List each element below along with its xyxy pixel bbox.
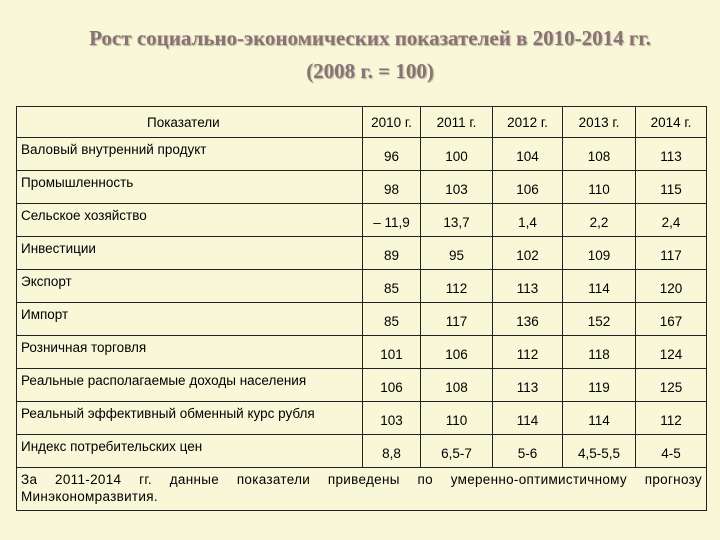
table-row [17, 435, 707, 468]
header-year: 2014 г. [636, 107, 707, 138]
row-label: Розничная торговля [17, 336, 363, 369]
row-value: 118 [563, 336, 636, 369]
row-value: 101 [363, 336, 421, 369]
page-title [0, 22, 720, 88]
row-value: 108 [421, 369, 493, 402]
table-row [17, 237, 707, 270]
table-row [17, 171, 707, 204]
row-value: 110 [421, 402, 493, 435]
table-row [17, 270, 707, 303]
row-label: Инвестиции [17, 237, 363, 270]
row-value: 108 [563, 138, 636, 171]
row-value: 115 [636, 171, 707, 204]
row-value: 106 [363, 369, 421, 402]
row-value: 4-5 [636, 435, 707, 468]
table-row [17, 138, 707, 171]
table-row [17, 369, 707, 402]
row-value: 102 [493, 237, 563, 270]
row-value: 110 [563, 171, 636, 204]
table-header-row [17, 107, 707, 138]
table-row [17, 303, 707, 336]
row-value: 124 [636, 336, 707, 369]
row-value: 2,2 [563, 204, 636, 237]
title-line-2: (2008 г. = 100) [306, 59, 434, 83]
row-value: 113 [493, 369, 563, 402]
row-value: 8,8 [363, 435, 421, 468]
row-value: 96 [363, 138, 421, 171]
row-value: – 11,9 [363, 204, 421, 237]
header-year: 2010 г. [363, 107, 421, 138]
row-value: 167 [636, 303, 707, 336]
row-value: 109 [563, 237, 636, 270]
row-value: 89 [363, 237, 421, 270]
row-value: 152 [563, 303, 636, 336]
row-value: 106 [421, 336, 493, 369]
row-label: Валовый внутренний продукт [17, 138, 363, 171]
row-value: 114 [563, 402, 636, 435]
row-value: 112 [636, 402, 707, 435]
row-value: 112 [421, 270, 493, 303]
row-value: 106 [493, 171, 563, 204]
row-value: 98 [363, 171, 421, 204]
row-value: 103 [421, 171, 493, 204]
row-value: 112 [493, 336, 563, 369]
row-value: 114 [563, 270, 636, 303]
row-label: Импорт [17, 303, 363, 336]
row-value: 85 [363, 303, 421, 336]
row-value: 120 [636, 270, 707, 303]
header-year: 2013 г. [563, 107, 636, 138]
header-year: 2011 г. [421, 107, 493, 138]
indicators-table [16, 106, 707, 511]
row-value: 95 [421, 237, 493, 270]
row-label: Сельское хозяйство [17, 204, 363, 237]
row-label: Реальный эффективный обменный курс рубля [17, 402, 363, 435]
table-row [17, 336, 707, 369]
row-value: 13,7 [421, 204, 493, 237]
table-row [17, 204, 707, 237]
row-label: Индекс потребительских цен [17, 435, 363, 468]
header-indicators: Показатели [17, 107, 363, 138]
row-value: 6,5-7 [421, 435, 493, 468]
row-label: Промышленность [17, 171, 363, 204]
row-value: 5-6 [493, 435, 563, 468]
row-value: 113 [636, 138, 707, 171]
row-value: 100 [421, 138, 493, 171]
row-value: 4,5-5,5 [563, 435, 636, 468]
row-value: 1,4 [493, 204, 563, 237]
row-value: 117 [636, 237, 707, 270]
row-value: 125 [636, 369, 707, 402]
row-label: Реальные располагаемые доходы населения [17, 369, 363, 402]
row-value: 104 [493, 138, 563, 171]
row-label: Экспорт [17, 270, 363, 303]
title-line-1: Рост социально-экономических показателей в 2010-2014 гг. [89, 26, 651, 50]
row-value: 117 [421, 303, 493, 336]
header-year: 2012 г. [493, 107, 563, 138]
row-value: 113 [493, 270, 563, 303]
row-value: 85 [363, 270, 421, 303]
row-value: 103 [363, 402, 421, 435]
footnote-row [17, 468, 707, 511]
row-value: 2,4 [636, 204, 707, 237]
row-value: 119 [563, 369, 636, 402]
footnote: За 2011-2014 гг. данные показатели приведены по умеренно-оптимистичному прогнозу Минэкономразвития. [17, 468, 707, 511]
row-value: 114 [493, 402, 563, 435]
row-value: 136 [493, 303, 563, 336]
table-row [17, 402, 707, 435]
